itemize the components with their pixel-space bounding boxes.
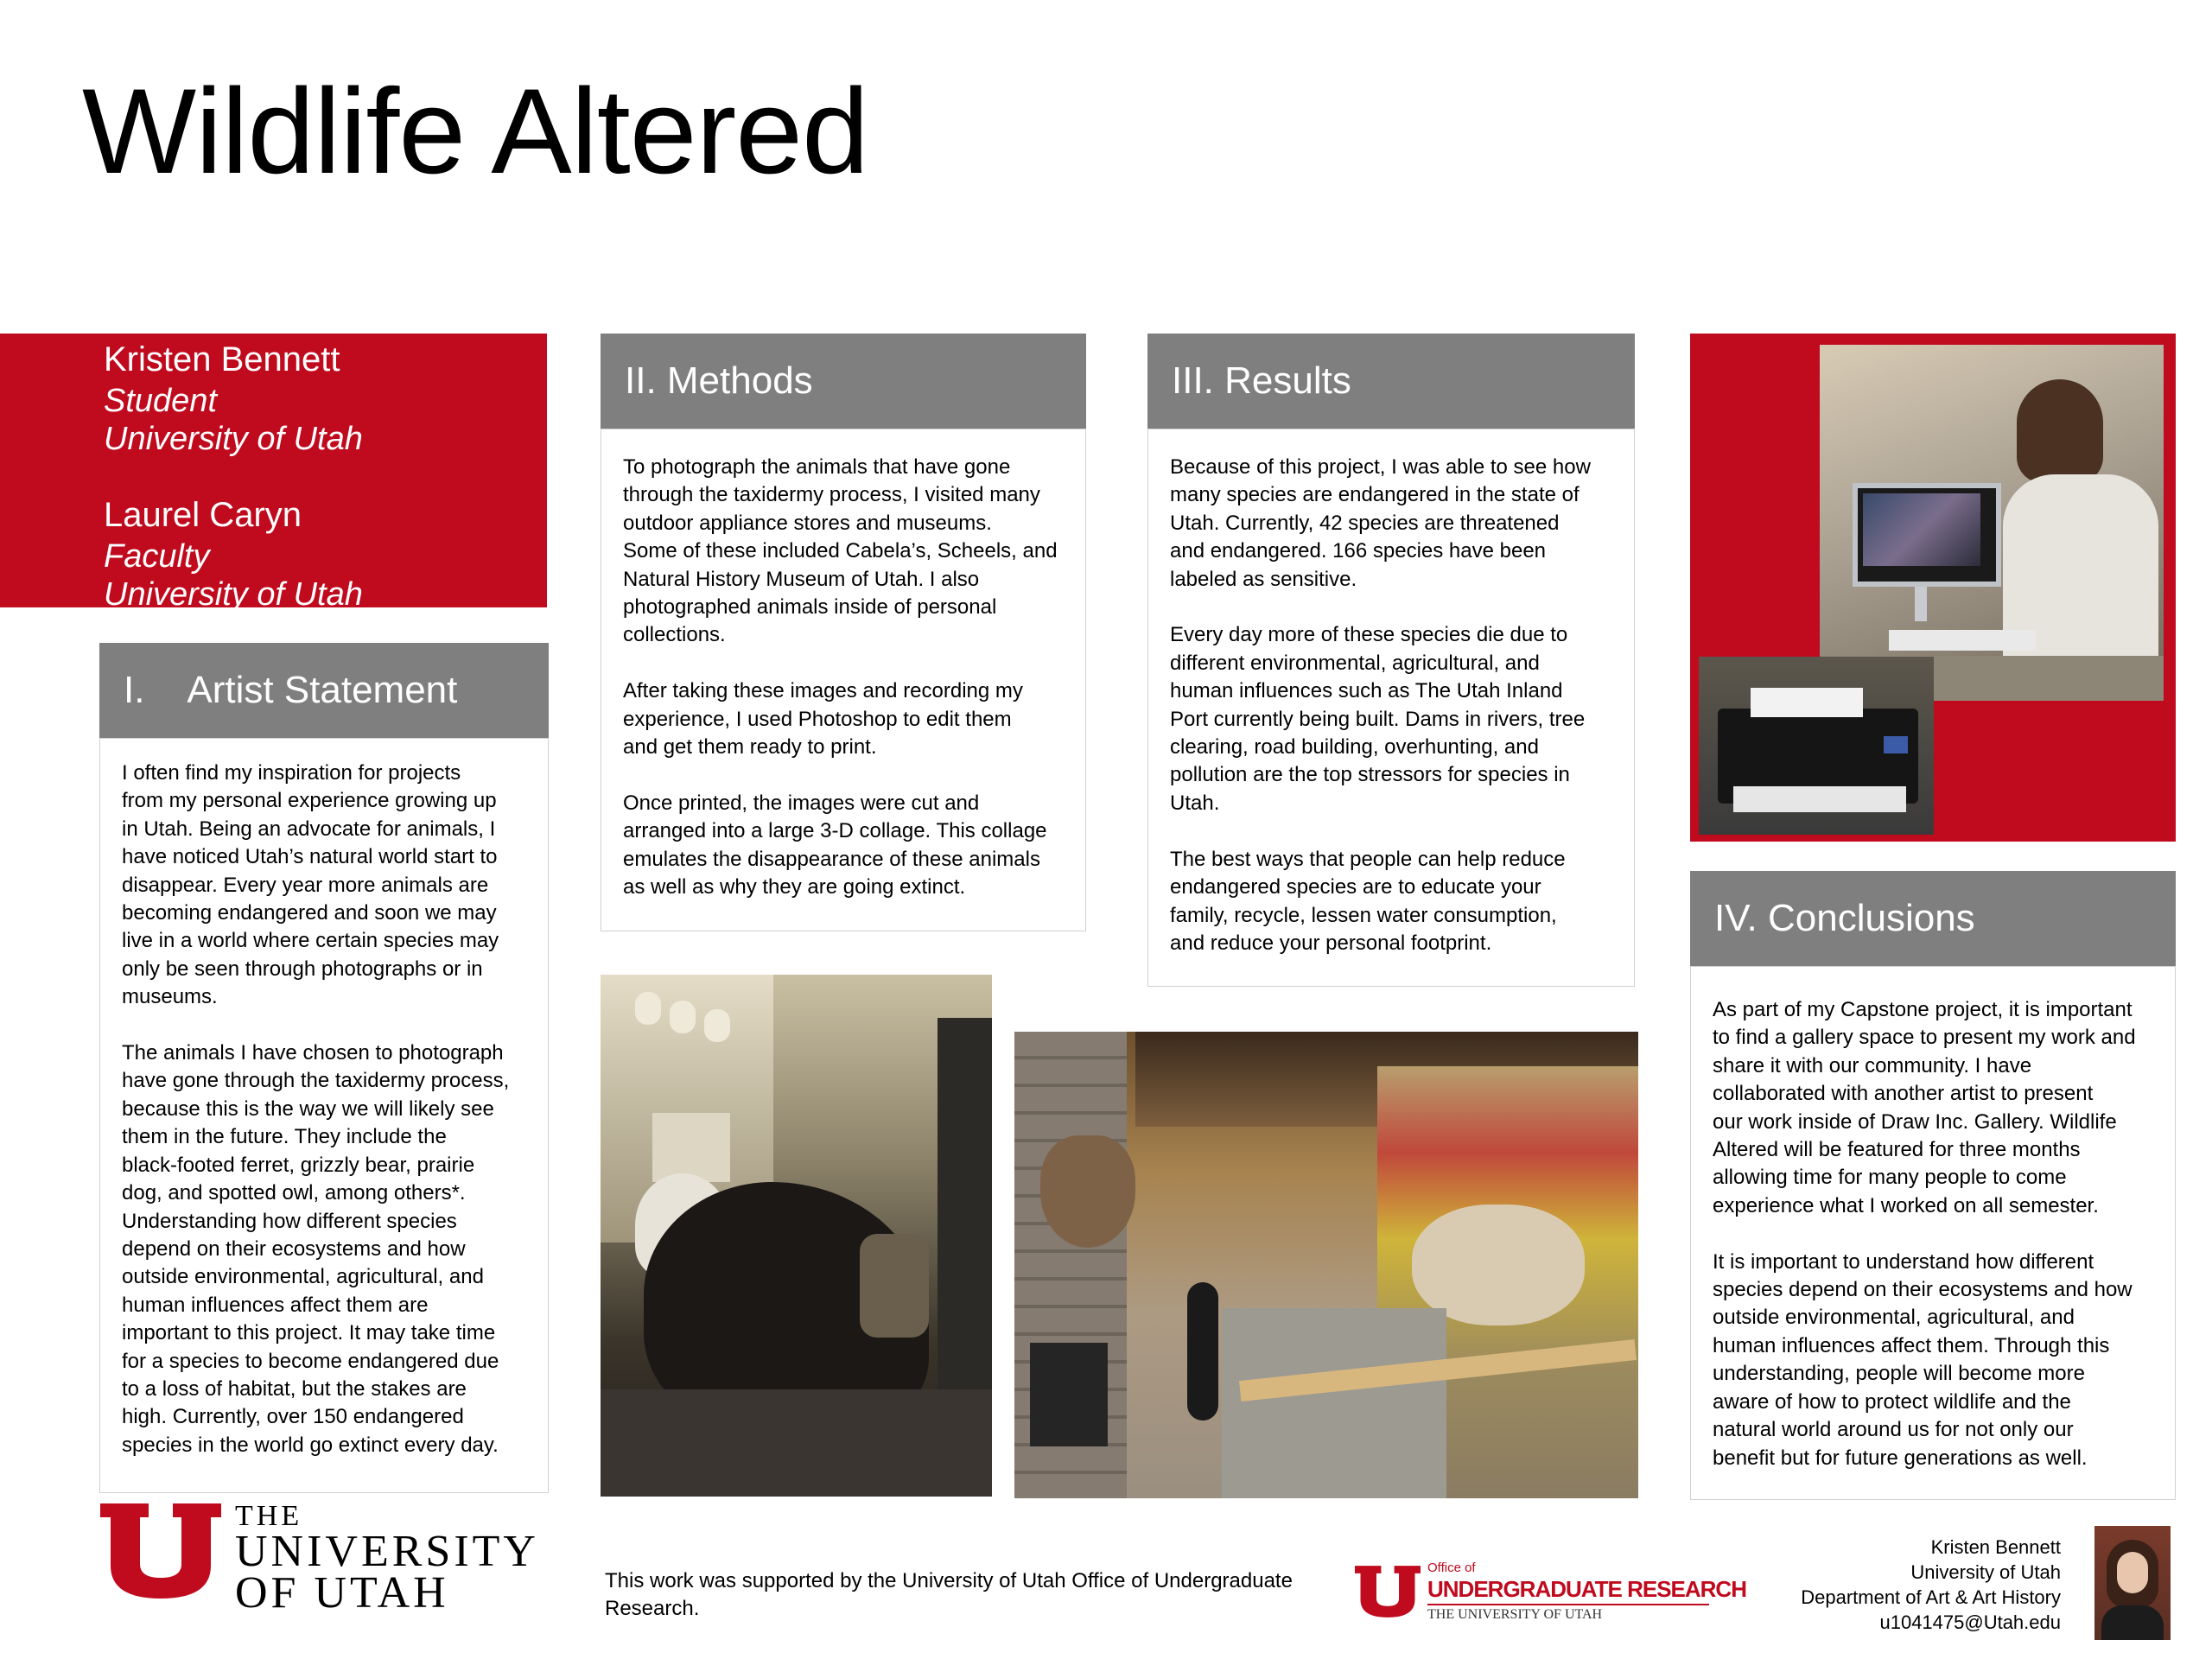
- museum-wolf-photo: [601, 975, 992, 1497]
- author2-role: Faculty: [104, 538, 210, 575]
- our-name: UNDERGRADUATE RESEARCH: [1427, 1576, 1746, 1602]
- logo-line-university: UNIVERSITY: [235, 1527, 539, 1576]
- author2-name: Laurel Caryn: [104, 496, 302, 534]
- block-u-small-icon: [1355, 1560, 1421, 1623]
- contact-info: [1711, 1535, 2061, 1635]
- logo-line-the: THE: [235, 1500, 303, 1532]
- artist-statement-heading: I. Artist Statement: [99, 643, 549, 738]
- printer-photo: [1699, 657, 1934, 835]
- methods-text: To photograph the animals that have gone through the taxidermy process, I visited many outdoor appliance stores and museums. Some of these included Cabela’s, Scheels, and Natural History Museum of Utah. I also photographed animals inside of personal collections. After taking these images and recording my experience, I used Photoshop to edit them and get them ready to print. Once printed, the images were cut and arranged into a large 3-D collage. This collage emulates the disappearance of these animals as well as why they are going extinct.: [623, 455, 1058, 899]
- our-sub: THE UNIVERSITY OF UTAH: [1427, 1607, 1603, 1622]
- artist-statement-text: I often find my inspiration for projects from my personal experience growing up in Utah. Being an advocate for animals, I have noticed Utah’s natural world start to disappear. Every year more animals are becoming endangered and soon we may live in a world where certain species may only be seen through photographs or in museums. The animals I have chosen to photograph have gone through the taxidermy process, because this is the way we will likely see them in the future. They include the black-footed ferret, grizzly bear, prairie dog, and spotted owl, among others*. Understanding how different species depend on their ecosystems and how outside environmental, agricultural, and human influences affect them are important to this project. It may take time for a species to become endangered due to a loss of habitat, but the stakes are high. Currently, over 150 endangered species in the world go extinct every day.: [122, 761, 510, 1457]
- poster-title: Wildlife Altered: [82, 63, 868, 199]
- author1-role: Student: [104, 383, 217, 419]
- acknowledgement-text: This work was supported by the University of Utah Office of Undergraduate Research.: [605, 1569, 1293, 1620]
- block-u-icon: [100, 1503, 221, 1599]
- our-office-of: Office of: [1427, 1560, 1476, 1575]
- university-of-utah-logo: [100, 1500, 539, 1618]
- contact-email[interactable]: u1041475@Utah.edu: [1879, 1611, 2061, 1633]
- logo-line-of-utah: OF UTAH: [235, 1568, 449, 1618]
- contact-institution: University of Utah: [1910, 1561, 2061, 1583]
- author1-name: Kristen Bennett: [104, 340, 340, 378]
- contact-name: Kristen Bennett: [1930, 1536, 2061, 1558]
- studio-photo-panel: [1690, 334, 2176, 842]
- author1-affiliation: University of Utah: [104, 421, 363, 457]
- artist-statement-panel: [99, 738, 549, 1493]
- store-elk-photo: [1014, 1032, 1638, 1498]
- methods-panel: [601, 429, 1086, 931]
- results-panel: [1147, 429, 1635, 987]
- conclusions-panel: [1690, 966, 2176, 1500]
- author-headshot: [2094, 1526, 2171, 1640]
- results-heading: III. Results: [1147, 334, 1635, 429]
- student-at-computer-photo: [1820, 345, 2164, 701]
- author2-affiliation: University of Utah: [104, 576, 363, 613]
- conclusions-heading: IV. Conclusions: [1690, 871, 2176, 966]
- results-text: Because of this project, I was able to see how many species are endangered in the state of Utah. Currently, 42 species are threatened and endangered. 166 species have been labeled as sensitive. Every day more of these species die due to different environmental, agricultural, and human influences such as The Utah Inland Port currently being built. Dams in rivers, tree clearing, road building, overhunting, and pollution are the top stressors for species in Utah. The best ways that people can help reduce endangered species are to educate your family, recycle, lessen water consumption, and reduce your personal footprint.: [1170, 455, 1591, 955]
- contact-department: Department of Art & Art History: [1801, 1586, 2061, 1608]
- conclusions-text: As part of my Capstone project, it is important to find a gallery space to present my work and share it with our community. I have collaborated with another artist to present our work inside of Draw Inc. Gallery. Wildlife Altered will be featured for three months allowing time for many people to come experience what I worked on all semester. It is important to understand how different species depend on their ecosystems and how outside environmental, agricultural, and human influences affect them. Through this understanding, people will become more aware of how to protect wildlife and the natural world around us for not only our benefit but for future generations as well.: [1713, 998, 2136, 1470]
- undergraduate-research-logo: [1355, 1560, 1746, 1630]
- methods-heading: II. Methods: [601, 334, 1086, 429]
- authors-block: [0, 334, 547, 613]
